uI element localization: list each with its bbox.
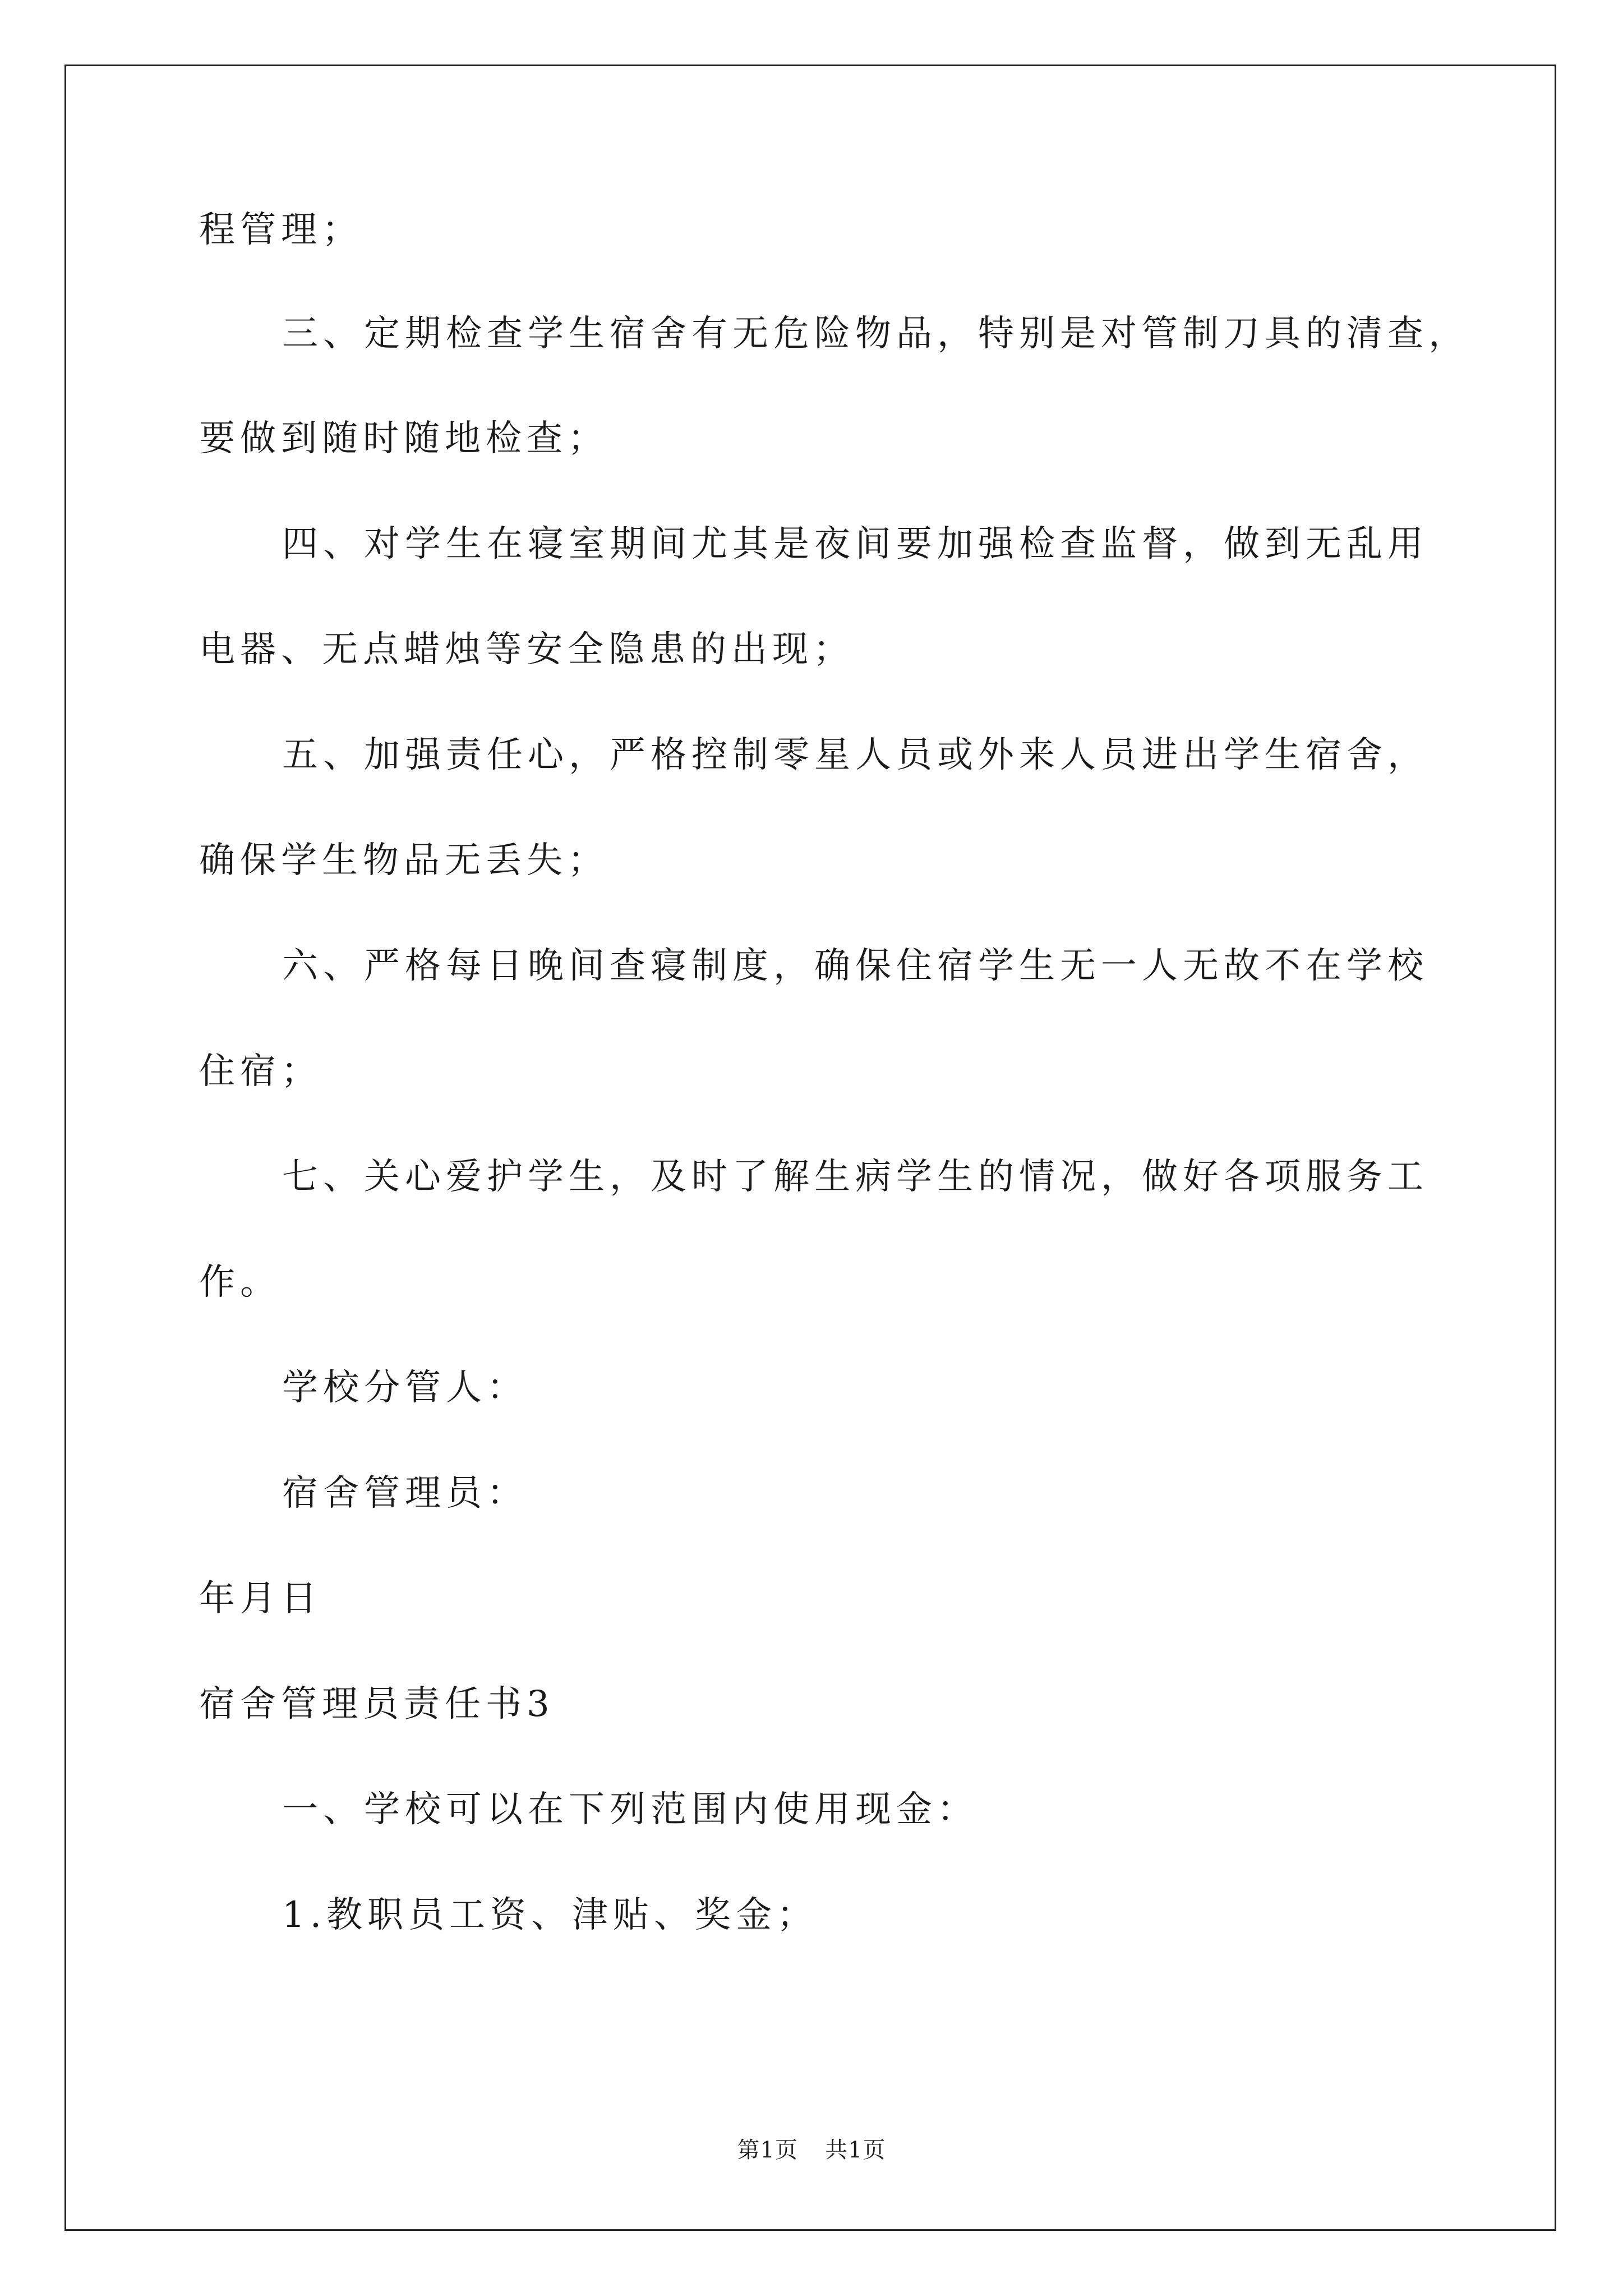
text-line: 七、关心爱护学生，及时了解生病学生的情况，做好各项服务工: [282, 1156, 1428, 1198]
text-line: 程管理；: [199, 209, 363, 251]
text-line: 要做到随时随地检查；: [199, 418, 608, 459]
text-line: 确保学生物品无丢失；: [199, 840, 608, 881]
text-line: 四、对学生在寝室期间尤其是夜间要加强检查监督，做到无乱用: [282, 523, 1428, 565]
text-line: 住宿；: [199, 1051, 322, 1092]
section-title: 宿舍管理员责任书3: [199, 1683, 555, 1725]
text-line: 作。: [199, 1262, 281, 1303]
page-footer: [0, 2136, 1623, 2164]
text-line: 宿舍管理员：: [282, 1473, 528, 1514]
text-line: 年月日: [199, 1578, 322, 1619]
text-line: 电器、无点蜡烛等安全隐患的出现；: [199, 629, 854, 670]
text-line: 一、学校可以在下列范围内使用现金：: [282, 1789, 978, 1830]
text-line: 六、严格每日晚间查寝制度，确保住宿学生无一人无故不在学校: [282, 945, 1428, 987]
text-line: 三、定期检查学生宿舍有无危险物品，特别是对管制刀具的清查，: [282, 313, 1469, 355]
page-number-total: 共1页: [825, 2137, 886, 2163]
text-line: 1.教职员工资、津贴、奖金；: [282, 1894, 818, 1936]
text-line: 学校分管人：: [282, 1367, 528, 1409]
page-number-current: 第1页: [737, 2137, 798, 2163]
text-line: 五、加强责任心，严格控制零星人员或外来人员进出学生宿舍，: [282, 734, 1428, 776]
